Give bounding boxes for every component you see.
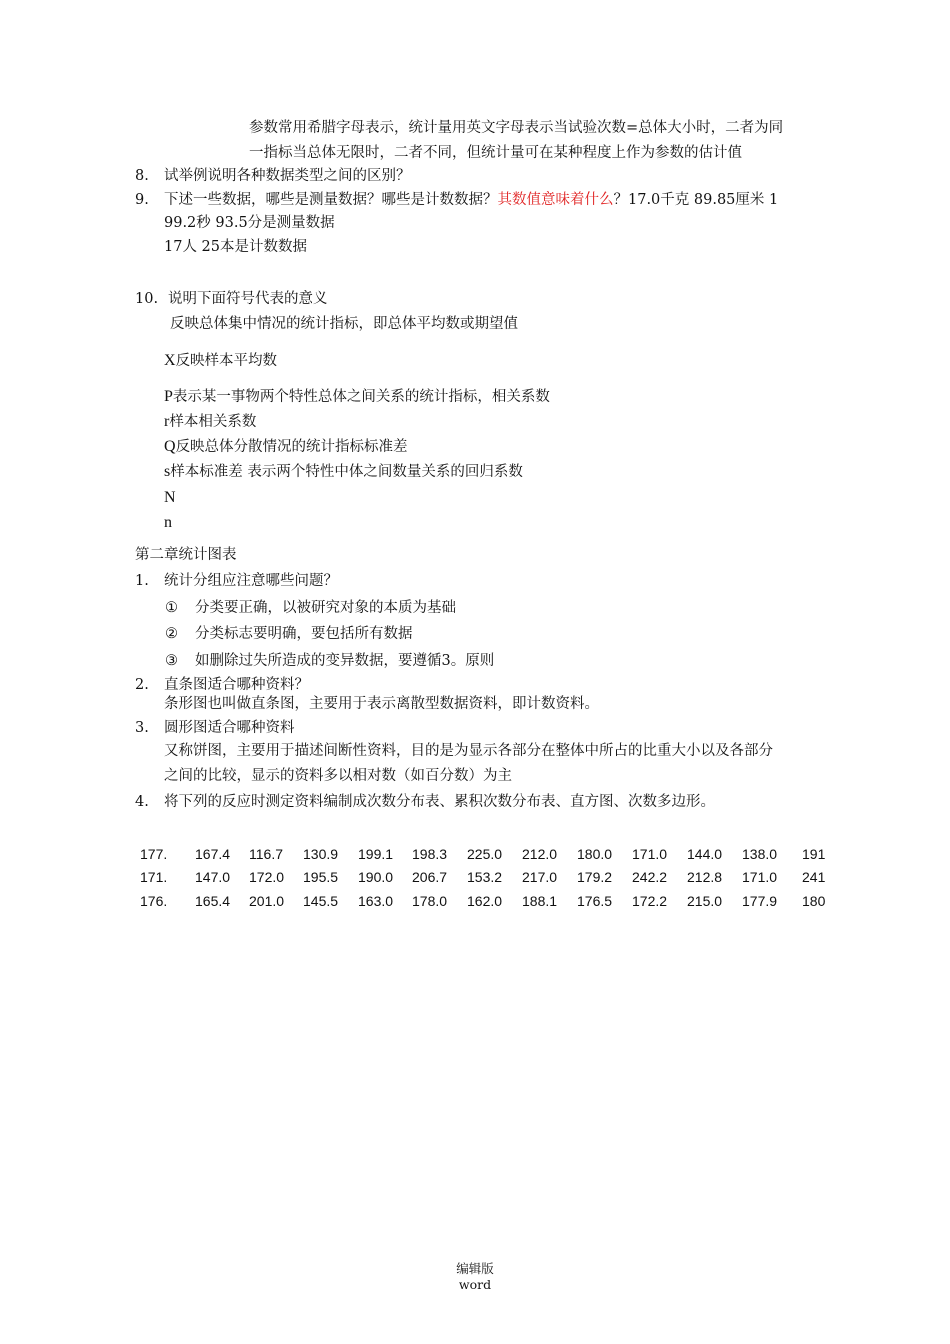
ch2-q3-answer-2: 之间的比较，显示的资料多以相对数（如百分数）为主 [164, 768, 512, 784]
q8-text: 试举例说明各种数据类型之间的区别？ [164, 168, 411, 184]
table-cell: 171.0 [742, 869, 778, 886]
symbol-p-row [164, 387, 550, 407]
table-cell: 199.1 [358, 845, 394, 862]
ch2-q1-number: 1. [135, 573, 149, 589]
ch2-q2-number: 2. [135, 677, 149, 693]
table-cell: 198.3 [412, 845, 448, 862]
reaction-time-table [140, 842, 842, 913]
ch2-q3-text: 圆形图适合哪种资料 [164, 720, 295, 736]
table-cell: 138.0 [742, 845, 778, 862]
footer-line-1: 编辑版 [456, 1261, 494, 1276]
symbol-mu-text: 反映总体集中情况的统计指标，即总体平均数或期望值 [170, 316, 518, 332]
table-cell: 195.5 [303, 869, 339, 886]
symbol-r: r [164, 413, 170, 430]
table-cell: 172.2 [632, 892, 668, 909]
symbol-q-row [164, 437, 408, 457]
ch2-q2-answer: 条形图也叫做直条图，主要用于表示离散型数据资料，即计数资料。 [164, 696, 599, 712]
q10-text: 说明下面符号代表的意义 [168, 291, 328, 307]
ch2-q2-text: 直条图适合哪种资料？ [164, 677, 309, 693]
table-cell: 206.7 [412, 869, 448, 886]
symbol-x-row [164, 351, 277, 371]
table-cell: 179.2 [577, 869, 613, 886]
symbol-s-row [164, 462, 523, 482]
table-cell: 215.0 [687, 892, 723, 909]
q9-line-2: 99.2秒 93.5分是测量数据 [164, 215, 335, 231]
table-cell: 212.8 [687, 869, 723, 886]
q9-line-3: 17人 25本是计数数据 [164, 239, 308, 255]
table-cell: 177.9 [742, 892, 778, 909]
symbol-s: s [164, 463, 171, 480]
list-item [165, 624, 413, 644]
list-item-text: 如删除过失所造成的变异数据，要遵循3。原则 [195, 653, 495, 669]
table-cell: 178.0 [412, 892, 448, 909]
table-cell: 167.4 [195, 845, 231, 862]
table-cell: 241 [802, 869, 826, 886]
ch2-q4-text: 将下列的反应时测定资料编制成次数分布表、累积次数分布表、直方图、次数多边形。 [164, 794, 715, 810]
table-cell: 180 [802, 892, 826, 909]
table-cell: 212.0 [522, 845, 558, 862]
list-marker: ① [165, 600, 178, 616]
table-cell: 190.0 [358, 869, 394, 886]
table-cell: 147.0 [195, 869, 231, 886]
list-item-text: 分类要正确，以被研究对象的本质为基础 [195, 600, 456, 616]
table-row [140, 842, 842, 866]
ch2-q3-answer-1: 又称饼图，主要用于描述间断性资料，目的是为显示各部分在整体中所占的比重大小以及各部分 [164, 743, 773, 759]
table-cell: 116.7 [249, 845, 283, 862]
q8-number: 8. [135, 168, 149, 184]
q9-number: 9. [135, 192, 149, 208]
list-marker: ② [165, 626, 178, 642]
ch2-q1-text: 统计分组应注意哪些问题？ [164, 573, 338, 589]
table-cell: 171.0 [632, 845, 668, 862]
symbol-q-text: 反映总体分散情况的统计指标标准差 [175, 439, 408, 455]
ch2-q4-number: 4. [135, 794, 149, 810]
table-cell: 145.5 [303, 892, 339, 909]
symbol-n-lower: n [164, 514, 172, 531]
table-cell: 165.4 [195, 892, 231, 909]
symbol-x-text: 反映样本平均数 [175, 353, 278, 369]
table-cell: 180.0 [577, 845, 613, 862]
symbol-x: X [164, 352, 176, 369]
table-cell: 144.0 [687, 845, 723, 862]
table-cell: 153.2 [467, 869, 503, 886]
symbol-p: P [164, 388, 173, 405]
symbol-q: Q [164, 438, 176, 455]
table-cell: 172.0 [249, 869, 285, 886]
list-marker: ③ [165, 653, 178, 669]
list-item-text: 分类标志要明确，要包括所有数据 [195, 626, 413, 642]
symbol-s-text: 样本标准差 表示两个特性中体之间数量关系的回归系数 [170, 464, 523, 480]
table-row [140, 889, 842, 913]
list-item [165, 598, 456, 618]
table-cell: 242.2 [632, 869, 668, 886]
table-cell: 217.0 [522, 869, 558, 886]
table-cell: 163.0 [358, 892, 394, 909]
symbol-r-row [164, 412, 256, 432]
chapter-title: 第二章统计图表 [135, 547, 237, 563]
table-cell: 177. [140, 845, 168, 862]
table-cell: 176. [140, 892, 168, 909]
intro-line-1: 参数常用希腊字母表示，统计量用英文字母表示当试验次数=总体大小时，二者为同 [249, 120, 784, 136]
intro-line-2: 一指标当总体无限时，二者不同，但统计量可在某种程度上作为参数的估计值 [249, 145, 742, 161]
symbol-p-text: 表示某一事物两个特性总体之间关系的统计指标，相关系数 [172, 389, 550, 405]
symbol-n-upper: N [164, 489, 176, 506]
table-cell: 176.5 [577, 892, 613, 909]
table-cell: 225.0 [467, 845, 503, 862]
table-cell: 188.1 [522, 892, 558, 909]
q9-text-a: 下述一些数据，哪些是测量数据？哪些是计数数据？ [164, 192, 498, 208]
table-cell: 171. [140, 869, 168, 886]
symbol-r-text: 样本相关系数 [169, 414, 257, 430]
table-cell: 130.9 [303, 845, 339, 862]
list-item [165, 651, 494, 671]
q9-text [164, 190, 778, 210]
symbol-mu-row [170, 314, 518, 334]
q9-text-b: ？17.0千克 89.85厘米 1 [613, 192, 779, 208]
table-cell: 191 [802, 845, 826, 862]
footer-line-2: word [458, 1277, 492, 1292]
q9-text-red: 其数值意味着什么 [497, 192, 614, 208]
table-cell: 162.0 [467, 892, 503, 909]
table-row [140, 866, 842, 890]
ch2-q3-number: 3. [135, 720, 149, 736]
q10-number: 10. [135, 291, 159, 307]
table-cell: 201.0 [249, 892, 285, 909]
